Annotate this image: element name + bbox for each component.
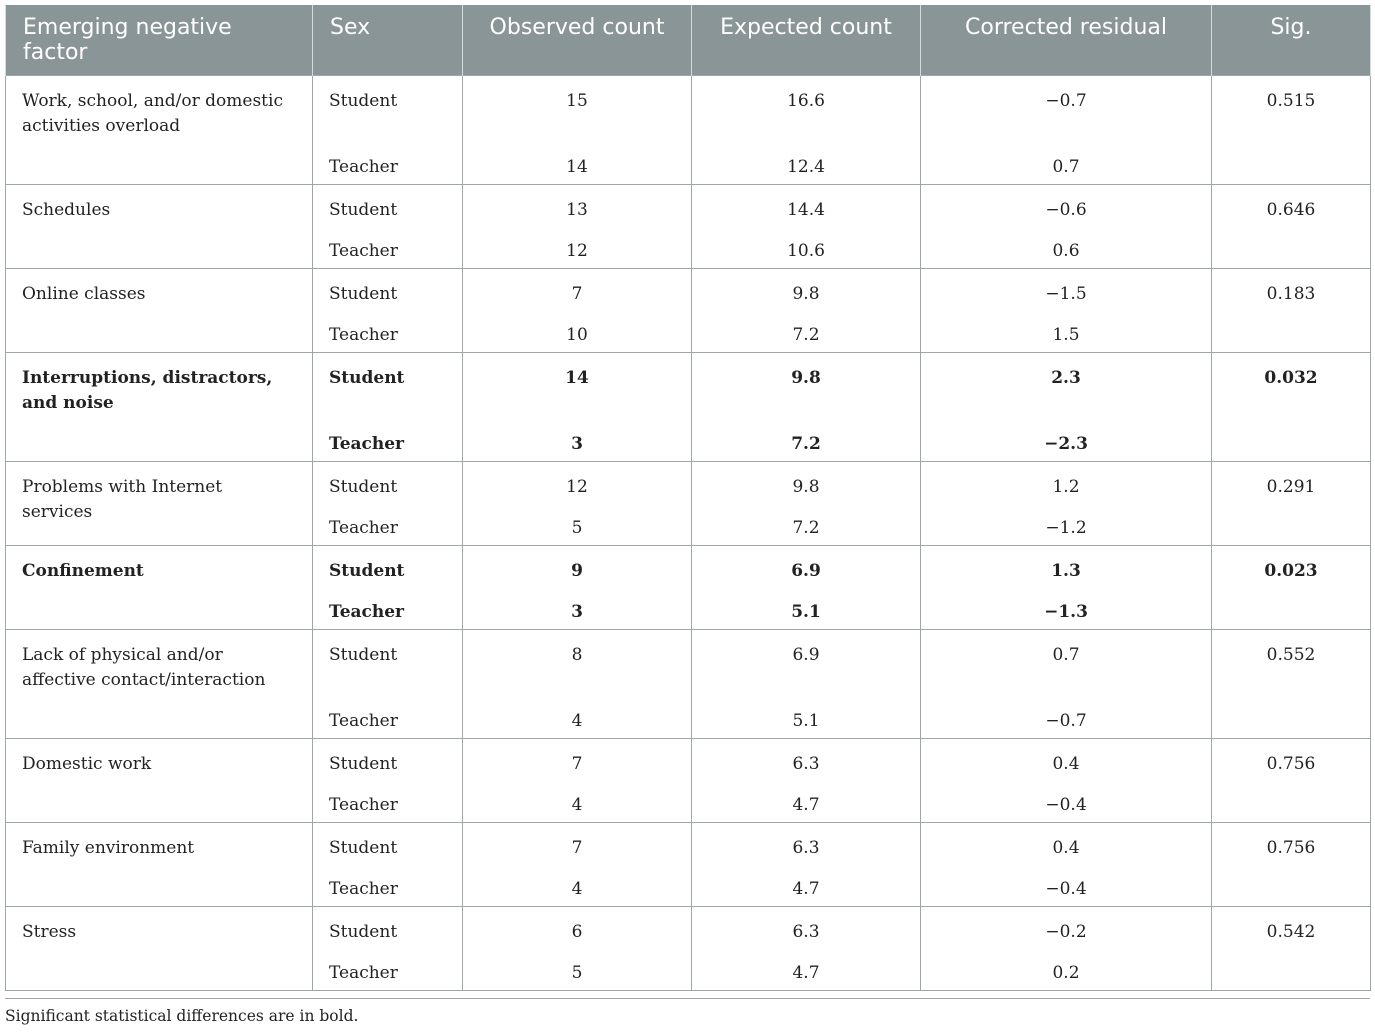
residual-cell: 0.4 <box>921 738 1212 780</box>
sex-cell: Student <box>313 184 463 226</box>
residual-cell: −0.7 <box>921 75 1212 142</box>
sig-cell: 0.756 <box>1212 822 1371 906</box>
expected-cell: 9.8 <box>692 268 921 310</box>
sex-cell: Student <box>313 268 463 310</box>
residual-cell: 0.2 <box>921 948 1212 990</box>
expected-cell: 16.6 <box>692 75 921 142</box>
sex-cell: Student <box>313 629 463 696</box>
table-footnote: Significant statistical differences are in bold. <box>5 1007 359 1025</box>
observed-cell: 13 <box>463 184 692 226</box>
header-factor: Emerging negative factor <box>6 5 313 75</box>
observed-cell: 4 <box>463 696 692 738</box>
observed-cell: 15 <box>463 75 692 142</box>
expected-cell: 4.7 <box>692 864 921 906</box>
residual-cell: 1.5 <box>921 310 1212 352</box>
expected-cell: 6.3 <box>692 906 921 948</box>
factor-cell: Stress <box>6 906 313 990</box>
sex-cell: Student <box>313 906 463 948</box>
residual-cell: −0.4 <box>921 864 1212 906</box>
observed-cell: 8 <box>463 629 692 696</box>
sex-cell: Student <box>313 738 463 780</box>
observed-cell: 3 <box>463 587 692 629</box>
expected-cell: 7.2 <box>692 503 921 545</box>
expected-cell: 9.8 <box>692 352 921 419</box>
observed-cell: 14 <box>463 142 692 184</box>
residual-cell: −0.2 <box>921 906 1212 948</box>
factor-cell: Confinement <box>6 545 313 629</box>
observed-cell: 4 <box>463 864 692 906</box>
residual-cell: −1.2 <box>921 503 1212 545</box>
factor-cell: Work, school, and/or domestic activities overload <box>6 75 313 184</box>
residual-cell: −1.5 <box>921 268 1212 310</box>
sex-cell: Student <box>313 75 463 142</box>
factor-cell: Problems with Internet services <box>6 461 313 545</box>
observed-cell: 3 <box>463 419 692 461</box>
residual-cell: −2.3 <box>921 419 1212 461</box>
factor-cell: Family environment <box>6 822 313 906</box>
sex-cell: Teacher <box>313 587 463 629</box>
expected-cell: 6.3 <box>692 738 921 780</box>
sex-cell: Teacher <box>313 780 463 822</box>
expected-cell: 9.8 <box>692 461 921 503</box>
table-row <box>6 545 1371 587</box>
observed-cell: 12 <box>463 461 692 503</box>
table-row <box>6 268 1371 310</box>
observed-cell: 7 <box>463 822 692 864</box>
sex-cell: Teacher <box>313 948 463 990</box>
header-residual: Corrected residual <box>921 5 1212 75</box>
sig-cell: 0.646 <box>1212 184 1371 268</box>
observed-cell: 9 <box>463 545 692 587</box>
observed-cell: 7 <box>463 268 692 310</box>
sig-cell: 0.023 <box>1212 545 1371 629</box>
observed-cell: 7 <box>463 738 692 780</box>
expected-cell: 7.2 <box>692 310 921 352</box>
sex-cell: Student <box>313 545 463 587</box>
residual-cell: 2.3 <box>921 352 1212 419</box>
factor-cell: Online classes <box>6 268 313 352</box>
sig-cell: 0.291 <box>1212 461 1371 545</box>
sig-cell: 0.552 <box>1212 629 1371 738</box>
observed-cell: 6 <box>463 906 692 948</box>
expected-cell: 7.2 <box>692 419 921 461</box>
residual-cell: 1.2 <box>921 461 1212 503</box>
residual-cell: −1.3 <box>921 587 1212 629</box>
sig-cell: 0.032 <box>1212 352 1371 461</box>
table-row <box>6 822 1371 864</box>
results-table <box>5 5 1371 991</box>
observed-cell: 5 <box>463 948 692 990</box>
header-sig: Sig. <box>1212 5 1371 75</box>
table-row <box>6 75 1371 142</box>
header-sex: Sex <box>313 5 463 75</box>
expected-cell: 5.1 <box>692 696 921 738</box>
expected-cell: 6.3 <box>692 822 921 864</box>
header-expected: Expected count <box>692 5 921 75</box>
sex-cell: Student <box>313 352 463 419</box>
expected-cell: 5.1 <box>692 587 921 629</box>
expected-cell: 6.9 <box>692 545 921 587</box>
table-row <box>6 629 1371 696</box>
table-row <box>6 906 1371 948</box>
sex-cell: Teacher <box>313 310 463 352</box>
observed-cell: 12 <box>463 226 692 268</box>
observed-cell: 10 <box>463 310 692 352</box>
header-row <box>6 5 1371 75</box>
sex-cell: Teacher <box>313 419 463 461</box>
expected-cell: 12.4 <box>692 142 921 184</box>
observed-cell: 14 <box>463 352 692 419</box>
expected-cell: 4.7 <box>692 780 921 822</box>
residual-cell: −0.7 <box>921 696 1212 738</box>
residual-cell: −0.4 <box>921 780 1212 822</box>
table-row <box>6 184 1371 226</box>
sex-cell: Teacher <box>313 696 463 738</box>
factor-cell: Domestic work <box>6 738 313 822</box>
sig-cell: 0.183 <box>1212 268 1371 352</box>
expected-cell: 4.7 <box>692 948 921 990</box>
sig-cell: 0.515 <box>1212 75 1371 184</box>
table-row <box>6 461 1371 503</box>
residual-cell: 0.7 <box>921 142 1212 184</box>
sex-cell: Teacher <box>313 503 463 545</box>
table-row <box>6 738 1371 780</box>
factor-cell: Schedules <box>6 184 313 268</box>
residual-cell: 1.3 <box>921 545 1212 587</box>
sig-cell: 0.542 <box>1212 906 1371 990</box>
residual-cell: 0.4 <box>921 822 1212 864</box>
observed-cell: 4 <box>463 780 692 822</box>
expected-cell: 14.4 <box>692 184 921 226</box>
residual-cell: 0.6 <box>921 226 1212 268</box>
residual-cell: −0.6 <box>921 184 1212 226</box>
expected-cell: 10.6 <box>692 226 921 268</box>
sex-cell: Teacher <box>313 864 463 906</box>
sex-cell: Student <box>313 461 463 503</box>
sex-cell: Student <box>313 822 463 864</box>
observed-cell: 5 <box>463 503 692 545</box>
header-observed: Observed count <box>463 5 692 75</box>
sex-cell: Teacher <box>313 226 463 268</box>
table-row <box>6 352 1371 419</box>
residual-cell: 0.7 <box>921 629 1212 696</box>
factor-cell: Interruptions, distractors, and noise <box>6 352 313 461</box>
table-bottom-border <box>5 998 1370 999</box>
sex-cell: Teacher <box>313 142 463 184</box>
expected-cell: 6.9 <box>692 629 921 696</box>
factor-cell: Lack of physical and/or affective contact/interaction <box>6 629 313 738</box>
sig-cell: 0.756 <box>1212 738 1371 822</box>
